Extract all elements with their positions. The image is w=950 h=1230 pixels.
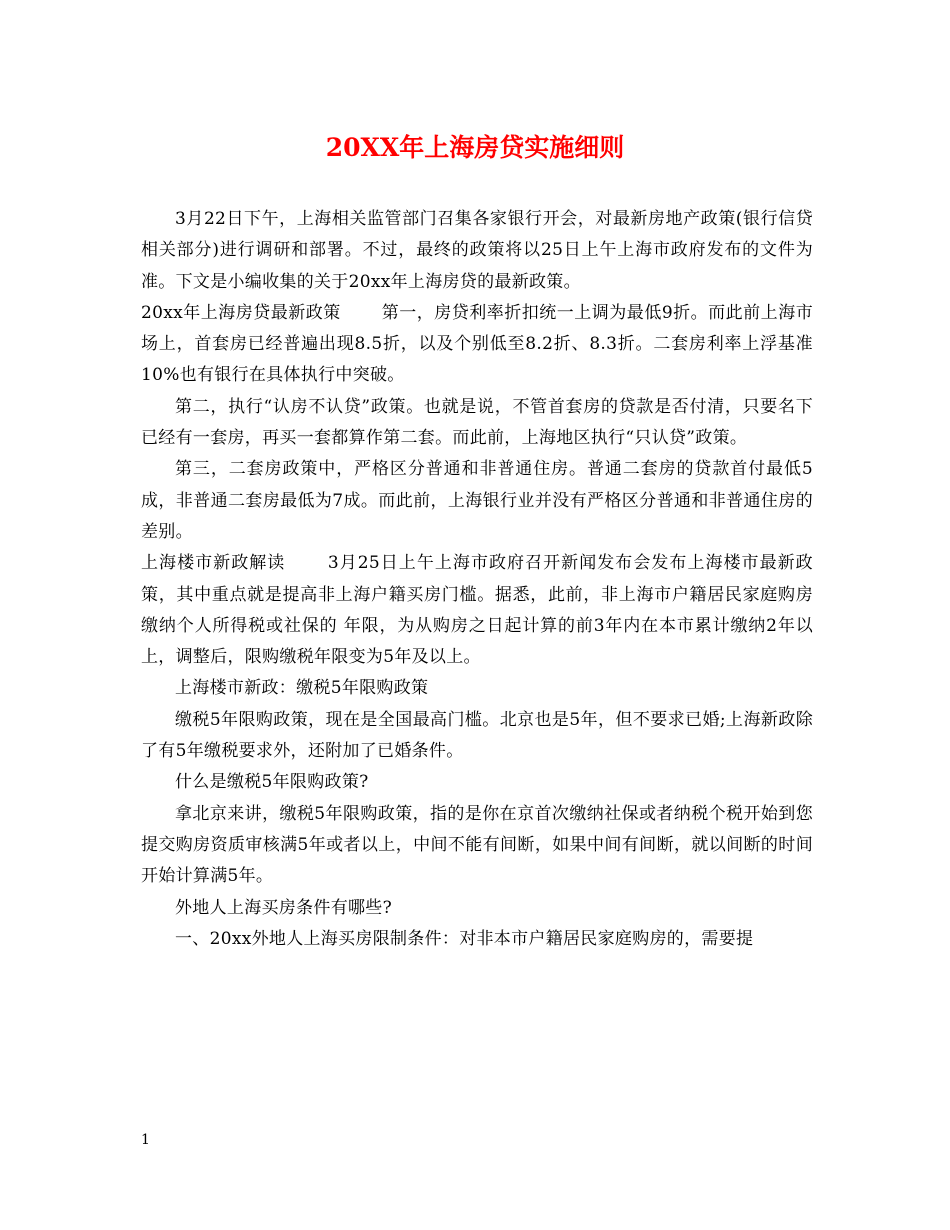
paragraph-policy-interpretation: 上海楼市新政解读 3月25日上午上海市政府召开新闻发布会发布上海楼市最新政策，其中重点就是提高非上海户籍买房门槛。据悉，此前，非上海市户籍居民家庭购房缴纳个人所得税或社保的 年限，为从购房之日起计算的前3年内在本市累计缴纳2年以上，调整后，限购缴税年限变为5年及以上。 — [141, 553, 813, 668]
page-number: 1 — [141, 1132, 150, 1148]
paragraph-latest-policy: 20xx年上海房贷最新政策 第一，房贷利率折扣统一上调为最低9折。而此前上海市场上，首套房已经普遍出现8.5折，以及个别低至8.2折、8.3折。二套房利率上浮基准10%也有银行在具体执行中突破。 — [141, 302, 813, 386]
subheading-outsider-conditions: 外地人上海买房条件有哪些? — [175, 897, 393, 918]
document-body — [141, 204, 813, 955]
paragraph-tax-threshold: 缴税5年限购政策，现在是全国最高门槛。北京也是5年，但不要求已婚;上海新政除了有5年缴税要求外，还附加了已婚条件。 — [141, 709, 813, 762]
paragraph-restriction-conditions: 一、20xx外地人上海买房限制条件：对非本市户籍居民家庭购房的，需要提 — [175, 928, 754, 949]
paragraph-intro: 3月22日下午，上海相关监管部门召集各家银行开会，对最新房地产政策(银行信贷相关部分)进行调研和部署。不过，最终的政策将以25日上午上海市政府发布的文件为准。下文是小编收集的关于20xx年上海房贷的最新政策。 — [141, 209, 813, 292]
paragraph-third-point: 第三，二套房政策中，严格区分普通和非普通住房。普通二套房的贷款首付最低5成，非普通二套房最低为7成。而此前，上海银行业并没有严格区分普通和非普通住房的差别。 — [141, 459, 813, 542]
subheading-tax-policy: 上海楼市新政：缴税5年限购政策 — [175, 678, 429, 699]
subheading-what-is-policy: 什么是缴税5年限购政策? — [175, 772, 369, 793]
paragraph-beijing-example: 拿北京来讲，缴税5年限购政策，指的是你在京首次缴纳社保或者纳税个税开始到您提交购房资质审核满5年或者以上，中间不能有间断，如果中间有间断，就以间断的时间开始计算满5年。 — [141, 803, 813, 887]
document-title: 20XX年上海房贷实施细则 — [325, 133, 625, 162]
paragraph-second-point: 第二，执行“认房不认贷”政策。也就是说，不管首套房的贷款是否付清，只要名下已经有一套房，再买一套都算作第二套。而此前，上海地区执行“只认贷”政策。 — [141, 396, 813, 449]
